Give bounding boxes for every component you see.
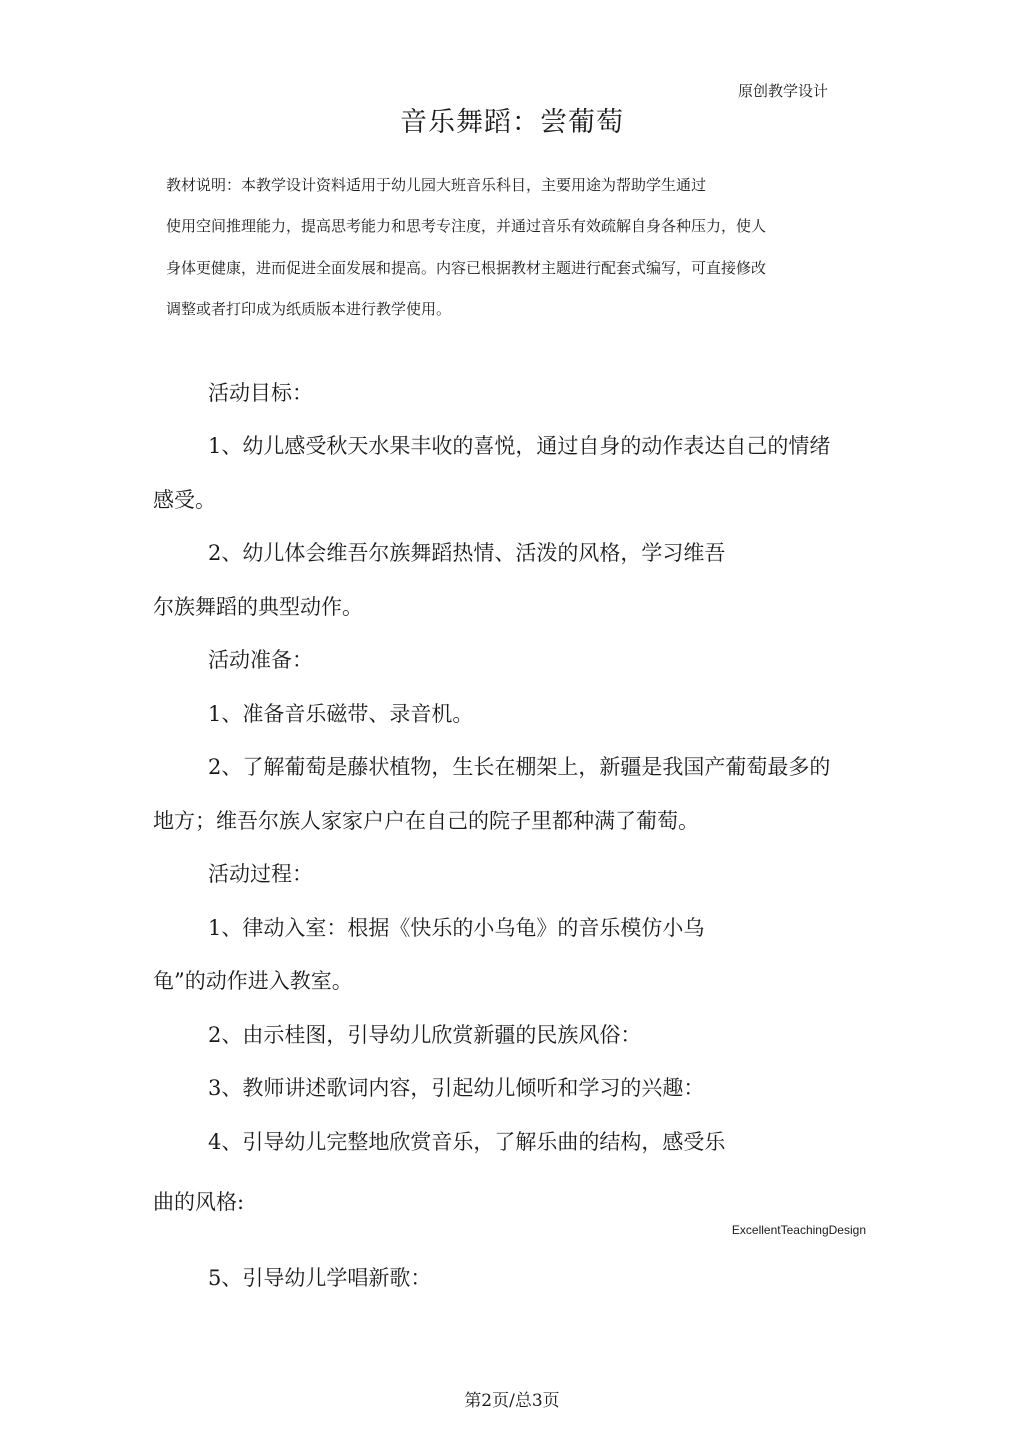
section-heading: 活动目标：	[208, 381, 313, 405]
body-line: 4、引导幼儿完整地欣赏音乐，了解乐曲的结构，感受乐	[208, 1130, 726, 1154]
body-line: 3、教师讲述歌词内容，引起幼儿倾听和学习的兴趣：	[208, 1076, 705, 1100]
body-line: 1、准备音乐磁带、录音机。	[208, 702, 474, 726]
page-title: 音乐舞蹈：尝葡萄	[400, 107, 624, 138]
intro-line: 教材说明：本教学设计资料适用于幼儿园大班音乐科目，主要用途为帮助学生通过	[166, 176, 707, 194]
body-line: 1、律动入室：根据《快乐的小乌龟》的音乐模仿小乌	[208, 916, 705, 940]
body-line: 曲的风格:	[153, 1190, 245, 1214]
body-line: 龟”的动作进入教室。	[153, 969, 353, 993]
header-note: 原创教学设计	[738, 82, 829, 100]
body-line: 2、幼儿体会维吾尔族舞蹈热情、活泼的风格，学习维吾	[208, 541, 726, 565]
body-line: 1、幼儿感受秋天水果丰收的喜悦，通过自身的动作表达自己的情绪	[208, 434, 831, 458]
body-line: 2、了解葡萄是藤状植物，生长在棚架上，新疆是我国产葡萄最多的	[208, 755, 831, 779]
body-line: 尔族舞蹈的典型动作。	[153, 595, 363, 619]
body-line: 2、由示桂图，引导幼儿欣赏新疆的民族风俗：	[208, 1023, 642, 1047]
watermark-text: ExcellentTeachingDesign	[731, 1223, 866, 1237]
intro-line: 身体更健康，进而促进全面发展和提高。内容已根据教材主题进行配套式编写，可直接修改	[166, 259, 767, 277]
intro-line: 调整或者打印成为纸质版本进行教学使用。	[166, 300, 452, 318]
section-heading: 活动过程：	[208, 862, 313, 886]
page-number: 第2页/总3页	[464, 1391, 560, 1411]
body-line: 地方；维吾尔族人家家户户在自己的院子里都种满了葡萄。	[153, 809, 699, 833]
body-line: 5、引导幼儿学唱新歌：	[208, 1266, 432, 1290]
intro-line: 使用空间推理能力，提高思考能力和思考专注度，并通过音乐有效疏解自身各种压力，使人	[166, 217, 767, 235]
section-heading: 活动准备：	[208, 648, 313, 672]
body-line: 感受。	[153, 488, 216, 512]
